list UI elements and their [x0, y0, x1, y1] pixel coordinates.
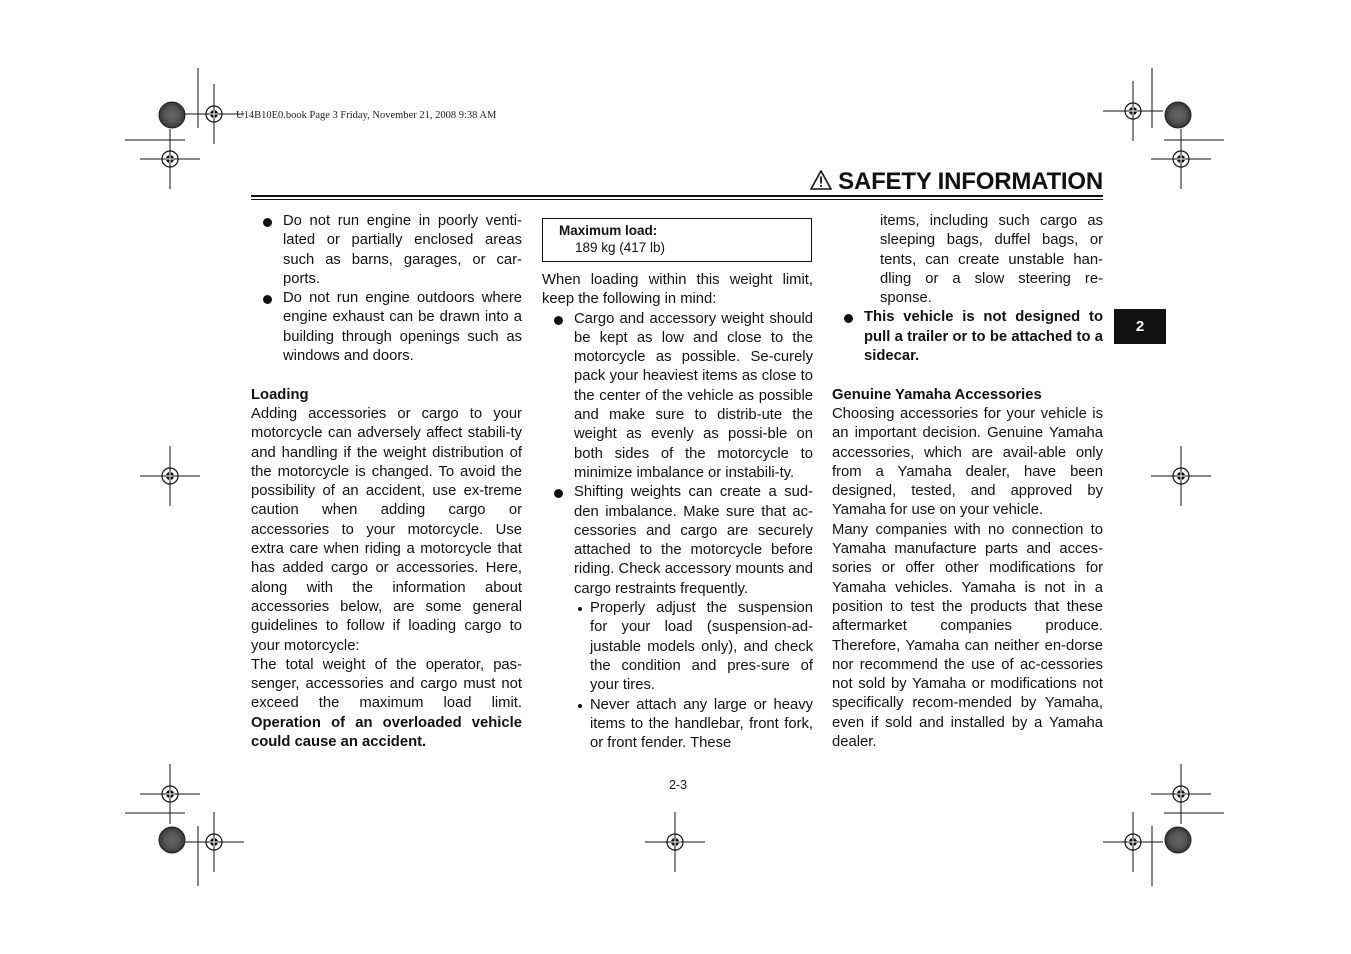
book-file-info: U14B10E0.book Page 3 Friday, November 21, 2008 9:38 AM — [236, 110, 497, 121]
paragraph: When loading within this weight limit, keep the following in mind: — [542, 272, 813, 308]
paragraph: Adding accessories or cargo to your motorcycle can adversely affect stabili-ty and handling if the weight distribution of the motorcycle is changed. To avoid the possibility of an accident, use ex-treme caution when adding cargo or accessories to your motorcycle. Use extra care when riding a motorcycle that has added cargo or accessories. Here, along with the information about accessories below, are some general guidelines to follow if loading cargo to your motorcycle: — [251, 405, 522, 654]
bullet-icon — [554, 489, 563, 498]
list-item: Shifting weights can create a sud-den imbalance. Make sure that ac-cessories and cargo are securely attached to the motorcycle before riding. Check accessory mounts and cargo restraints frequently. — [542, 483, 813, 599]
section-heading-accessories: Genuine Yamaha Accessories — [832, 386, 1042, 403]
column-right — [832, 212, 1103, 752]
paragraph: Choosing accessories for your vehicle is an important decision. Genuine Yamaha accessories, which are avail-able only from a Yamaha dealer, have been designed, tested, and approved by Yamaha for use on your vehicle. — [832, 405, 1103, 519]
sub-list-item: Properly adjust the suspension for your load (suspension-ad-justable models only), and check the condition and pres-sure of your tires. — [574, 599, 813, 695]
sub-list-item: Never attach any large or heavy items to the handlebar, front fork, or front fender. These — [574, 696, 813, 754]
bullet-icon — [263, 295, 272, 304]
max-load-box — [542, 218, 812, 262]
list-item: Do not run engine outdoors where engine exhaust can be drawn into a building through openings such as windows and doors. — [251, 289, 522, 366]
sub-bullet-icon — [578, 607, 582, 611]
list-item: Do not run engine in poorly venti-lated or partially enclosed areas such as barns, garages, or car-ports. — [251, 212, 522, 289]
list-item: This vehicle is not designed to pull a trailer or to be attached to a sidecar. — [832, 308, 1103, 366]
list-item: Cargo and accessory weight should be kept as low and close to the motorcycle as possible. Se-curely pack your heaviest items as close to the center of the vehicle as possible and make sure to distrib-ute the weight as evenly as possi-ble on both sides of the motorcycle to minimize imbalance or instabili-ty. — [542, 310, 813, 484]
warning-text: Operation of an overloaded vehicle could cause an accident. — [251, 714, 522, 751]
max-load-label: Maximum load: — [559, 223, 658, 238]
paragraph: Many companies with no connection to Yamaha manufacture parts and acces-sories or offer other modifications for Yamaha vehicles. Yamaha is not in a position to test the products that these aftermarket companies produce. Therefore, Yamaha can neither en-dorse nor recommend the use of ac-cessories not sold by Yamaha or modifications not specifically recom-mended by Yamaha, even if sold and installed by a Yamaha dealer. — [832, 521, 1103, 751]
paragraph: The total weight of the operator, pas-senger, accessories and cargo must not exceed the maximum load limit. Operation of an overloaded vehicle could cause an accident. — [251, 656, 522, 751]
bullet-icon — [844, 314, 853, 323]
section-tab: 2 — [1114, 309, 1166, 344]
header-rule-thin — [251, 199, 1103, 200]
section-heading-loading: Loading — [251, 386, 309, 403]
page-title-text: SAFETY INFORMATION — [838, 168, 1103, 195]
column-left — [251, 212, 522, 752]
page-number: 2-3 — [668, 778, 688, 792]
warning-triangle-icon — [810, 170, 832, 190]
sub-bullet-icon — [578, 704, 582, 708]
sub-list-item-continued: items, including such cargo as sleeping bags, duffel bags, or tents, can create unstable han-dling or a slow steering re-sponse. — [880, 213, 1103, 307]
bullet-icon — [554, 316, 563, 325]
header-rule — [251, 195, 1103, 197]
column-middle — [542, 271, 813, 753]
page-title — [787, 168, 1103, 196]
bullet-icon — [263, 218, 272, 227]
max-load-value: 189 kg (417 lb) — [575, 240, 666, 255]
